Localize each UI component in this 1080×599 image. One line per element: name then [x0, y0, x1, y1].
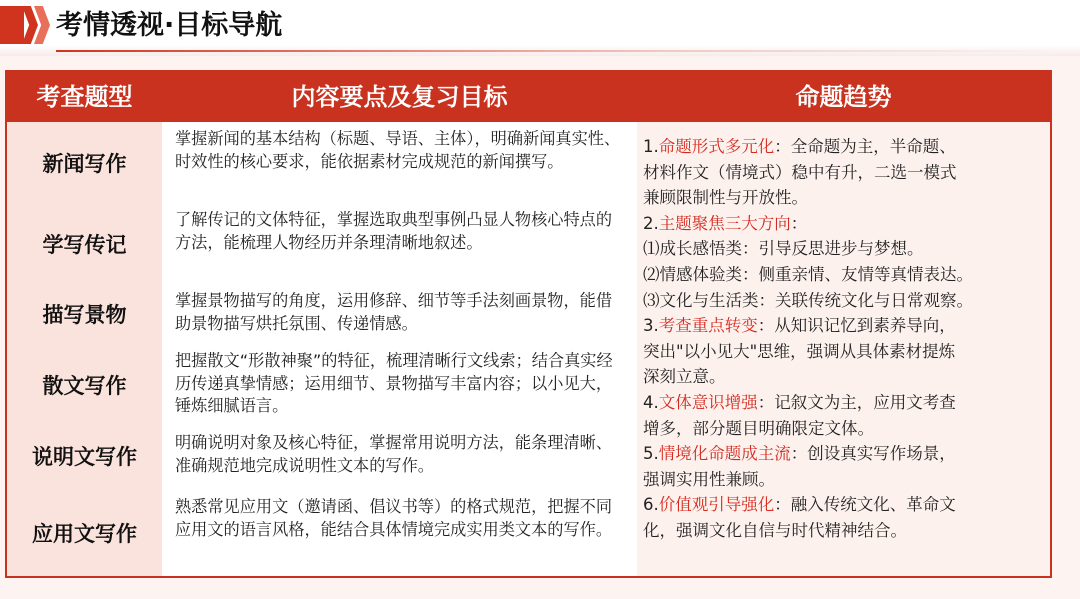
trend-highlight: 考查重点转变 [658, 316, 758, 336]
content-text: 了解传记的文体特征，掌握选取典型事例凸显人物核心特点的方法，能梳理人物经历并条理清晰地叙述。 [175, 210, 613, 252]
content-text: 把握散文“形散神聚”的特征，梳理清晰行文线索；结合真实经历传递真挚情感；运用细节、景物描写丰富内容；以小见大，锤炼细腻语言。 [175, 351, 613, 415]
trend-list [643, 134, 1043, 544]
title-accent-bar [0, 6, 24, 44]
header-content-goals: 内容要点及复习目标 [291, 83, 508, 111]
type-label: 散文写作 [42, 374, 127, 398]
table-header [7, 72, 1050, 122]
trend-line: 5.情境化命题成主流：创设真实写作场景， [643, 444, 956, 464]
trend-line: 4.文体意识增强：记叙文为主，应用文考查 [643, 392, 956, 412]
trend-line: ⑶文化与生活类：关联传统文化与日常观察。 [643, 290, 973, 310]
trend-line: 兼顾限制性与开放性。 [643, 188, 808, 208]
header-trends: 命题趋势 [795, 83, 892, 111]
type-label: 新闻写作 [42, 152, 127, 176]
header-question-type: 考查题型 [36, 83, 133, 111]
content-text: 掌握景物描写的角度，运用修辞、细节等手法刻画景物，能借助景物描写烘托氛围、传递情感。 [175, 291, 613, 333]
question-type-column [7, 122, 162, 576]
trend-line: 深刻立意。 [643, 367, 726, 387]
page-title: 考情透视·目标导航 [56, 10, 283, 41]
type-label: 描写景物 [42, 303, 127, 327]
trend-highlight: 文体意识增强 [658, 392, 758, 412]
trend-line: 突出"以小见大"思维，强调从具体素材提炼 [643, 341, 956, 361]
trend-line: 化，强调文化自信与时代精神结合。 [643, 520, 907, 540]
trend-line: 3.考查重点转变：从知识记忆到素养导向， [643, 316, 956, 336]
trend-highlight: 主题聚焦三大方向 [658, 213, 791, 233]
trend-line: ⑴成长感悟类：引导反思进步与梦想。 [643, 239, 924, 259]
trend-highlight: 情境化命题成主流 [658, 444, 791, 464]
content-text: 熟悉常见应用文（邀请函、倡议书等）的格式规范，把握不同应用文的语言风格，能结合具体情境完成实用类文本的写作。 [175, 497, 613, 539]
trend-line: 2.主题聚焦三大方向： [643, 213, 808, 233]
type-label: 学写传记 [42, 233, 127, 257]
title-underline [56, 50, 1066, 52]
content-text: 明确说明对象及核心特征，掌握常用说明方法，能条理清晰、准确规范地完成说明性文本的写作。 [175, 433, 613, 475]
trend-highlight: 价值观引导强化 [658, 495, 775, 515]
trend-line: 强调实用性兼顾。 [643, 469, 775, 489]
trend-highlight: 命题形式多元化 [658, 137, 775, 156]
trend-line: 6.价值观引导强化：融入传统文化、革命文 [643, 495, 956, 515]
trend-line: ⑵情感体验类：侧重亲情、友情等真情表达。 [643, 264, 973, 284]
type-label: 说明文写作 [32, 445, 137, 469]
trend-line: 增多，部分题目明确限定文体。 [643, 418, 874, 438]
trend-line: 材料作文（情境式）稳中有升，二选一模式 [643, 162, 957, 182]
type-label: 应用文写作 [32, 522, 137, 546]
content-text: 掌握新闻的基本结构（标题、导语、主体），明确新闻真实性、时效性的核心要求，能依据素材完成规范的新闻撰写。 [175, 129, 621, 171]
trend-line: 1.命题形式多元化：全命题为主，半命题、 [643, 137, 956, 156]
